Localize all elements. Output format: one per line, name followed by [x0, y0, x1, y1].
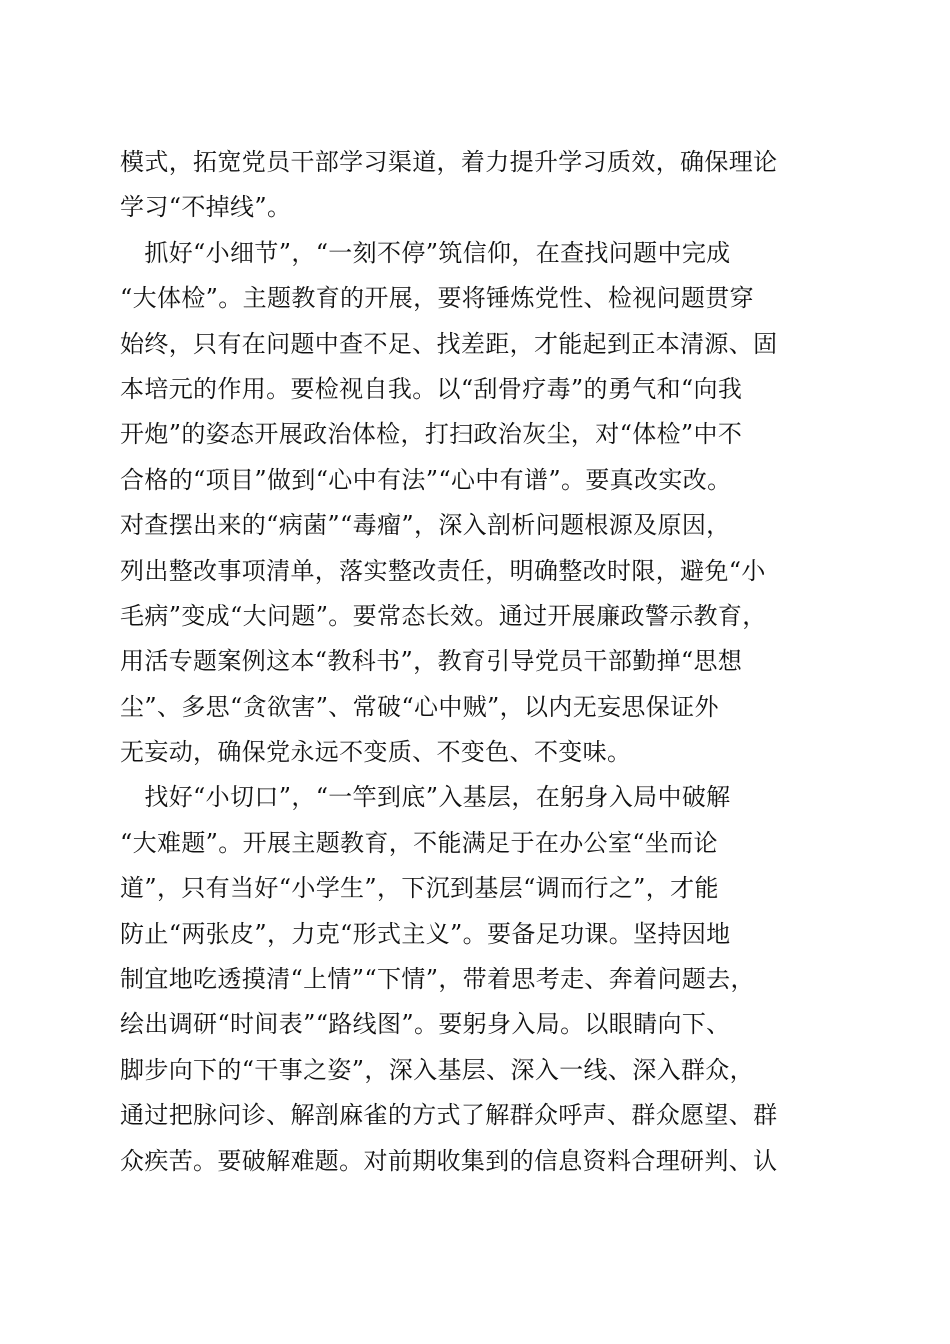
text-line: 毛病”变成“大问题”。要常态长效。通过开展廉政警示教育， — [120, 601, 767, 630]
text-line: 本培元的作用。要检视自我。以“刮骨疗毒”的勇气和“向我 — [120, 374, 743, 403]
text-line: 众疾苦。要破解难题。对前期收集到的信息资料合理研判、认 — [120, 1146, 778, 1175]
text-line: “大体检”。主题教育的开展，要将锤炼党性、检视问题贯穿 — [120, 284, 754, 313]
text-line: 尘”、多思“贪欲害”、常破“心中贼”，以内无妄思保证外 — [120, 692, 719, 721]
text-line: 用活专题案例这本“教科书”，教育引导党员干部勤掸“思想 — [120, 647, 743, 676]
text-line: 模式，拓宽党员干部学习渠道，着力提升学习质效，确保理论 — [120, 148, 778, 176]
text-line: 制宜地吃透摸清“上情”“下情”，带着思考走、奔着问题去， — [120, 965, 755, 994]
text-line: 无妄动，确保党永远不变质、不变色、不变味。 — [120, 738, 632, 767]
text-line: 列出整改事项清单，落实整改责任，明确整改时限，避免“小 — [120, 556, 766, 585]
text-line: 脚步向下的“干事之姿”，深入基层、深入一线、深入群众， — [120, 1055, 754, 1084]
document-body — [120, 140, 840, 1184]
text-line: 合格的“项目”做到“心中有法”“心中有谱”。要真改实改。 — [120, 465, 732, 494]
text-line: 学习“不掉线”。 — [120, 193, 292, 222]
text-line: 找好“小切口”，“一竿到底”入基层，在躬身入局中破解 — [120, 783, 731, 812]
text-line: 对查摆出来的“病菌”“毒瘤”，深入剖析问题根源及原因， — [120, 511, 731, 540]
text-line: 绘出调研“时间表”“路线图”。要躬身入局。以眼睛向下、 — [120, 1010, 731, 1039]
text-line: 防止“两张皮”，力克“形式主义”。要备足功课。坚持因地 — [120, 919, 731, 948]
text-line: 通过把脉问诊、解剖麻雀的方式了解群众呼声、群众愿望、群 — [120, 1101, 778, 1130]
text-line: 开炮”的姿态开展政治体检，打扫政治灰尘，对“体检”中不 — [120, 420, 743, 449]
text-line: “大难题”。开展主题教育，不能满足于在办公室“坐而论 — [120, 828, 718, 857]
text-line: 道”，只有当好“小学生”，下沉到基层“调而行之”，才能 — [120, 874, 719, 903]
text-line: 始终，只有在问题中查不足、找差距，才能起到正本清源、固 — [120, 329, 778, 358]
text-line: 抓好“小细节”，“一刻不停”筑信仰，在查找问题中完成 — [120, 238, 731, 267]
